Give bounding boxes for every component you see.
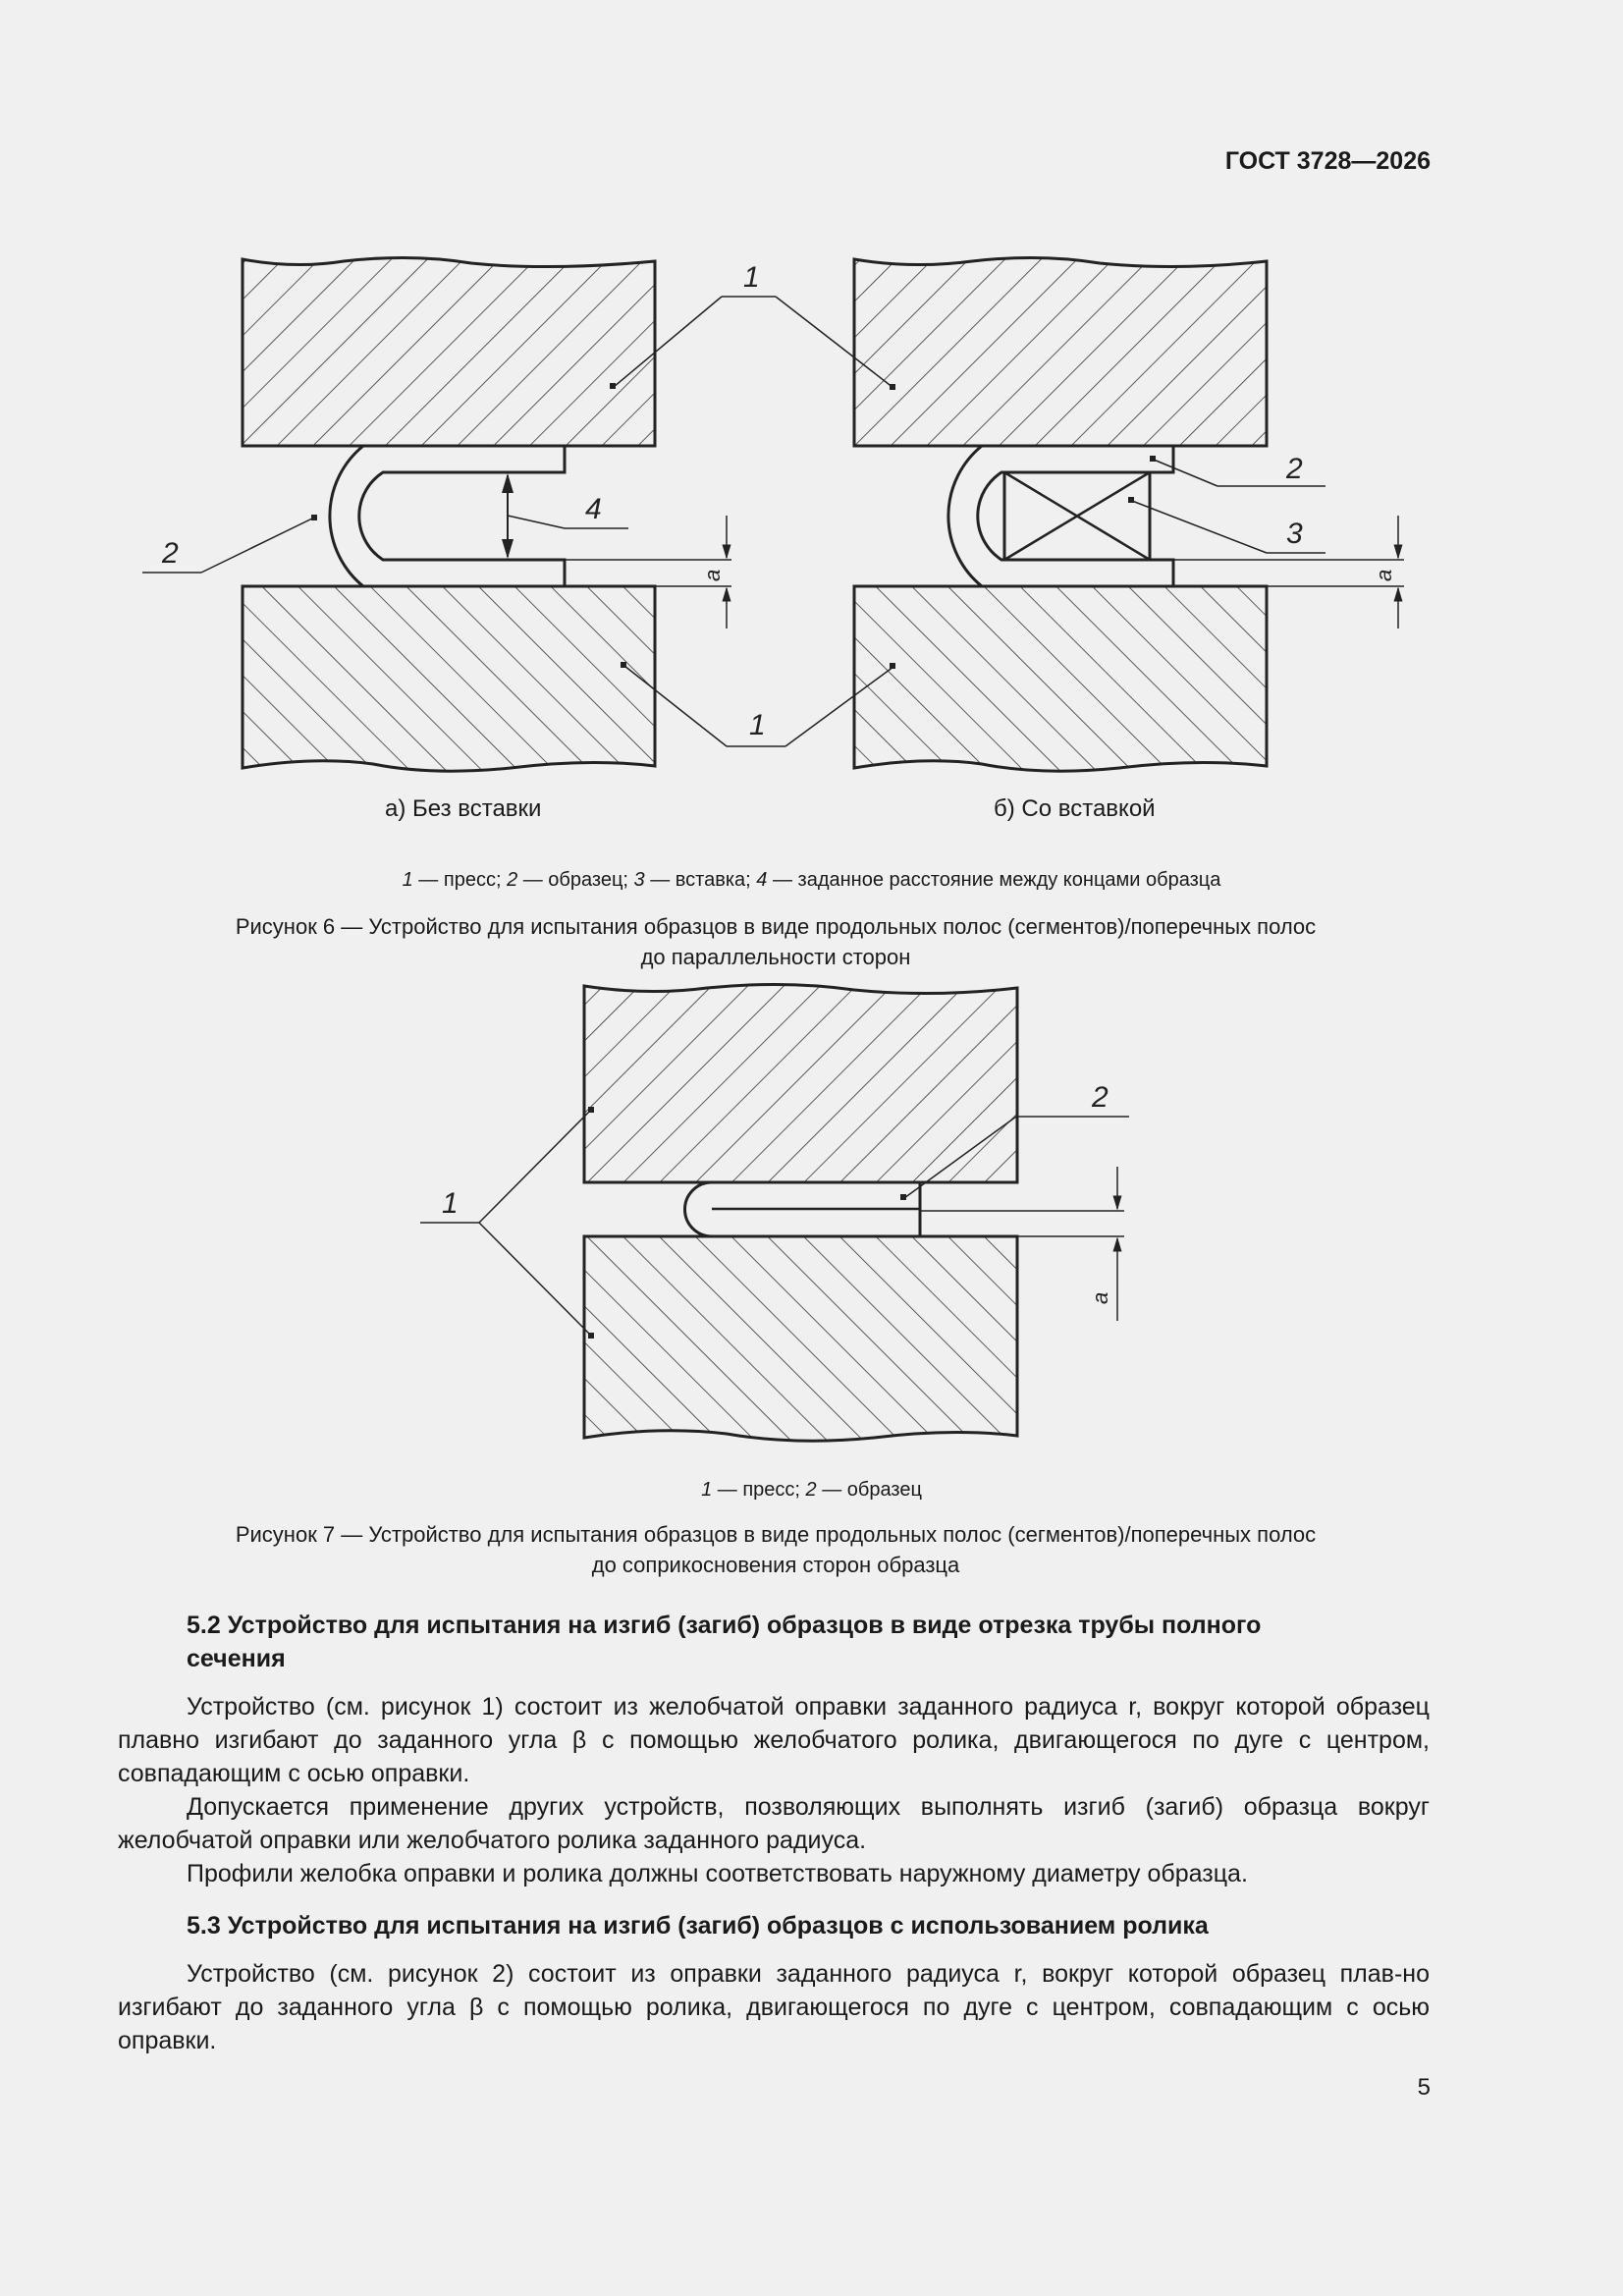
- dim-a-left: a: [700, 569, 725, 581]
- press-lower-a: [243, 586, 655, 771]
- standard-number: ГОСТ 3728—2026: [1224, 147, 1431, 175]
- fig7-dim-a: a: [1088, 1291, 1112, 1304]
- callout-2-b: 2: [1286, 453, 1303, 485]
- paragraph: Допускается применение других устройств, позволяющих выполнять изгиб (загиб) образца вокруг желобчатой оправки или желобчатого ролика заданного радиуса.: [118, 1793, 1430, 1854]
- callout-4: 4: [585, 493, 602, 525]
- press-upper-a: [243, 257, 655, 446]
- callout-1-lower: 1: [749, 709, 766, 741]
- figure6-legend: 1 — пресс; 2 — образец; 3 — вставка; 4 — заданное расстояние между концами образца: [402, 869, 1221, 891]
- press-lower-fig7: [584, 1236, 1017, 1441]
- section-5-3-heading: 5.3 Устройство для испытания на изгиб (загиб) образцов с использованием ролика: [187, 1912, 1209, 1940]
- figure6-caption: Рисунок 6 — Устройство для испытания образцов в виде продольных полос (сегментов)/поперечных полос до параллельности сторон: [235, 914, 1317, 969]
- press-upper-fig7: [584, 984, 1017, 1182]
- callout-3-b: 3: [1286, 518, 1303, 550]
- callout-2-a: 2: [162, 537, 179, 570]
- figure7-legend: 1 — пресс; 2 — образец: [701, 1479, 922, 1501]
- paragraph: Устройство (см. рисунок 2) состоит из оправки заданного радиуса r, вокруг которой образец плав-но изгибают до заданного угла β с помощью ролика, двигающегося по дуге с центром, совпадающим с осью оправки.: [118, 1960, 1430, 2054]
- dim-a-right: a: [1372, 569, 1396, 581]
- sample-a: [330, 446, 565, 586]
- sublabel-a: а) Без вставки: [385, 795, 542, 822]
- fig7-callout-1: 1: [442, 1187, 459, 1220]
- section-5-2-body: [118, 1690, 1430, 1890]
- page-number: 5: [1417, 2074, 1431, 2101]
- paragraph: Устройство (см. рисунок 1) состоит из желобчатой оправки заданного радиуса r, вокруг которой образец плавно изгибают до заданного угла β с помощью желобчатого ролика, двигающегося по дуге с центром, совпадающим с осью оправки.: [118, 1693, 1430, 1787]
- fig7-callout-2: 2: [1092, 1081, 1109, 1114]
- callout-1-upper: 1: [743, 261, 760, 294]
- press-lower-b: [854, 586, 1267, 771]
- sublabel-b: б) Со вставкой: [994, 795, 1156, 822]
- press-upper-b: [854, 257, 1267, 446]
- figure7-caption: Рисунок 7 — Устройство для испытания образцов в виде продольных полос (сегментов)/поперечных полос до соприкосновения сторон образца: [235, 1522, 1317, 1577]
- section-5-3-body: [118, 1957, 1430, 2057]
- section-5-2-heading: 5.2 Устройство для испытания на изгиб (загиб) образцов в виде отрезка трубы полного сечения: [187, 1612, 1262, 1672]
- paragraph: Профили желобка оправки и ролика должны соответствовать наружному диаметру образца.: [187, 1860, 1248, 1887]
